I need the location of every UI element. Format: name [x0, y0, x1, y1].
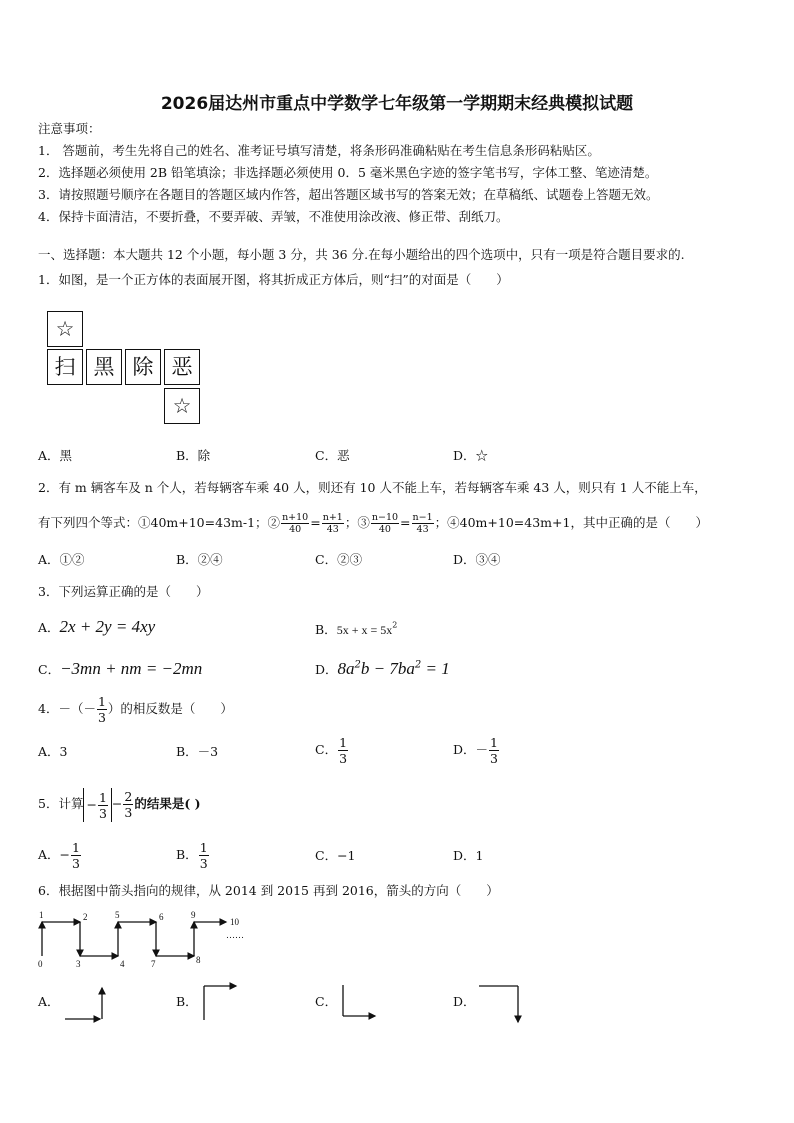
option-d[interactable]: D．$8a^2b - 7ba^2 = 1$ [315, 659, 450, 678]
star-icon: ☆ [55, 317, 75, 341]
option-c[interactable]: C．−3mn + nm = −2mn [38, 659, 203, 678]
figure-label: 3 [76, 959, 81, 969]
option-b[interactable]: B．除 [176, 448, 211, 463]
q2-stem: 2．有 m 辆客车及 n 个人，若每辆客车乘 40 人，则还有 10 人不能上车，若每辆客车乘 43 人，则只有 1 人不能上车， [38, 480, 707, 495]
section-heading: 一、选择题：本大题共 12 个小题，每小题 3 分，共 36 分.在每小题给出的四个选项中，只有一项是符合题目要求的. [38, 247, 685, 262]
figure-label: 4 [120, 959, 125, 969]
fraction: $\frac{n-1}{43}$ [412, 512, 433, 535]
option-a-arrow-icon [62, 982, 108, 1024]
figure-label: 5 [115, 910, 120, 920]
net-cell-star-bottom [164, 388, 200, 424]
fraction: $\frac{1}{3}$ [97, 694, 106, 725]
option-a[interactable]: A．− $\frac{1}{3}$ [38, 840, 80, 871]
option-c-arrow-icon [337, 982, 381, 1024]
figure-label: …… [226, 930, 244, 940]
fraction: $\frac{1}{3}$ [199, 840, 208, 871]
option-b[interactable]: B． [176, 994, 198, 1009]
page-title: 2026届达州市重点中学数学七年级第一学期期末经典模拟试题 [160, 94, 634, 114]
absolute-value: − $\frac{1}{3}$ [83, 788, 111, 822]
q5-stem: 5．计算 − $\frac{1}{3}$ − $\frac{2}{3}$ 的结果是( ) [38, 789, 201, 821]
option-b-arrow-icon [198, 980, 242, 1022]
option-d-arrow-icon [476, 980, 526, 1026]
figure-label: 0 [38, 959, 43, 969]
fraction: $\frac{1}{3}$ [339, 735, 348, 766]
option-a[interactable]: A．3 [38, 744, 68, 759]
option-d[interactable]: D．☆ [453, 448, 489, 463]
option-b[interactable]: B．②④ [176, 552, 223, 567]
notice-heading: 注意事项： [38, 121, 101, 136]
notice-item: 4．保持卡面清洁，不要折叠，不要弄破、弄皱，不准使用涂改液、修正带、刮纸刀。 [38, 209, 509, 224]
q6-stem: 6．根据图中箭头指向的规律，从 2014 到 2015 再到 2016，箭头的方向（ ） [38, 883, 499, 898]
option-a[interactable]: A．2x + 2y = 4xy [38, 617, 156, 636]
option-c[interactable]: C．恶 [315, 448, 350, 463]
star-icon: ☆ [172, 394, 192, 418]
figure-label: 7 [151, 959, 156, 969]
fraction: $\frac{1}{3}$ [98, 789, 107, 821]
net-cell-star-top [47, 311, 83, 347]
q4-stem: 4．－（－ $\frac{1}{3}$ ）的相反数是（ ） [38, 694, 233, 725]
figure-label: 1 [39, 910, 44, 920]
option-a[interactable]: A．①② [38, 552, 85, 567]
fraction: $\frac{n-10}{40}$ [371, 512, 399, 535]
fraction: $\frac{n+1}{43}$ [322, 512, 343, 535]
fraction: $\frac{n+10}{40}$ [282, 512, 309, 535]
fraction: $\frac{2}{3}$ [124, 789, 133, 820]
q2-equations: 有下列四个等式：①40m+10=43m-1；② $\frac{n+10}{40}$ = $\frac{n+1}{43}$ ；③ $\frac{n-10}{40}$ = $\frac{n-1}{43}$ ；④40m+10=43m+1，其中正确的是（ ） [38, 512, 708, 535]
figure-label: 2 [83, 912, 88, 922]
notice-item: 1． 答题前，考生先将自己的姓名、准考证号填写清楚，将条形码准确粘贴在考生信息条形码粘贴区。 [38, 143, 600, 158]
option-a[interactable]: A． [38, 994, 60, 1009]
option-d[interactable]: D． [453, 994, 476, 1009]
option-a[interactable]: A．黑 [38, 448, 73, 463]
fraction: $\frac{1}{3}$ [72, 840, 80, 871]
option-d[interactable]: D．1 [453, 848, 484, 863]
net-cell: 除 [125, 349, 161, 385]
figure-label: 6 [159, 912, 164, 922]
net-cell: 扫 [47, 349, 83, 385]
option-d[interactable]: D．③④ [453, 552, 501, 567]
option-b[interactable]: B．－3 [176, 744, 219, 759]
fraction: $\frac{1}{3}$ [490, 735, 498, 766]
option-b[interactable]: B． $\frac{1}{3}$ [176, 840, 208, 871]
q1-stem: 1．如图，是一个正方体的表面展开图，将其折成正方体后，则“扫”的对面是（ ） [38, 272, 509, 287]
option-b[interactable]: B．$5x + x = 5x^2$ [315, 620, 398, 637]
figure-label: 10 [230, 917, 239, 927]
option-c[interactable]: C．②③ [315, 552, 363, 567]
option-c[interactable]: C． [315, 994, 338, 1009]
figure-label: 8 [196, 955, 201, 965]
option-c[interactable]: C．−1 [315, 848, 356, 863]
net-cell: 恶 [164, 349, 200, 385]
figure-label: 9 [191, 910, 196, 920]
net-cell: 黑 [86, 349, 122, 385]
arrow-pattern-figure [36, 908, 250, 970]
notice-item: 2．选择题必须使用 2B 铅笔填涂；非选择题必须使用 0．5 毫米黑色字迹的签字笔书写，字体工整、笔迹清楚。 [38, 165, 658, 180]
option-d[interactable]: D．－ $\frac{1}{3}$ [453, 735, 498, 766]
option-c[interactable]: C． $\frac{1}{3}$ [315, 735, 348, 766]
q3-stem: 3．下列运算正确的是（ ） [38, 584, 209, 599]
notice-item: 3．请按照题号顺序在各题目的答题区域内作答，超出答题区域书写的答案无效；在草稿纸、试题卷上答题无效。 [38, 187, 659, 202]
